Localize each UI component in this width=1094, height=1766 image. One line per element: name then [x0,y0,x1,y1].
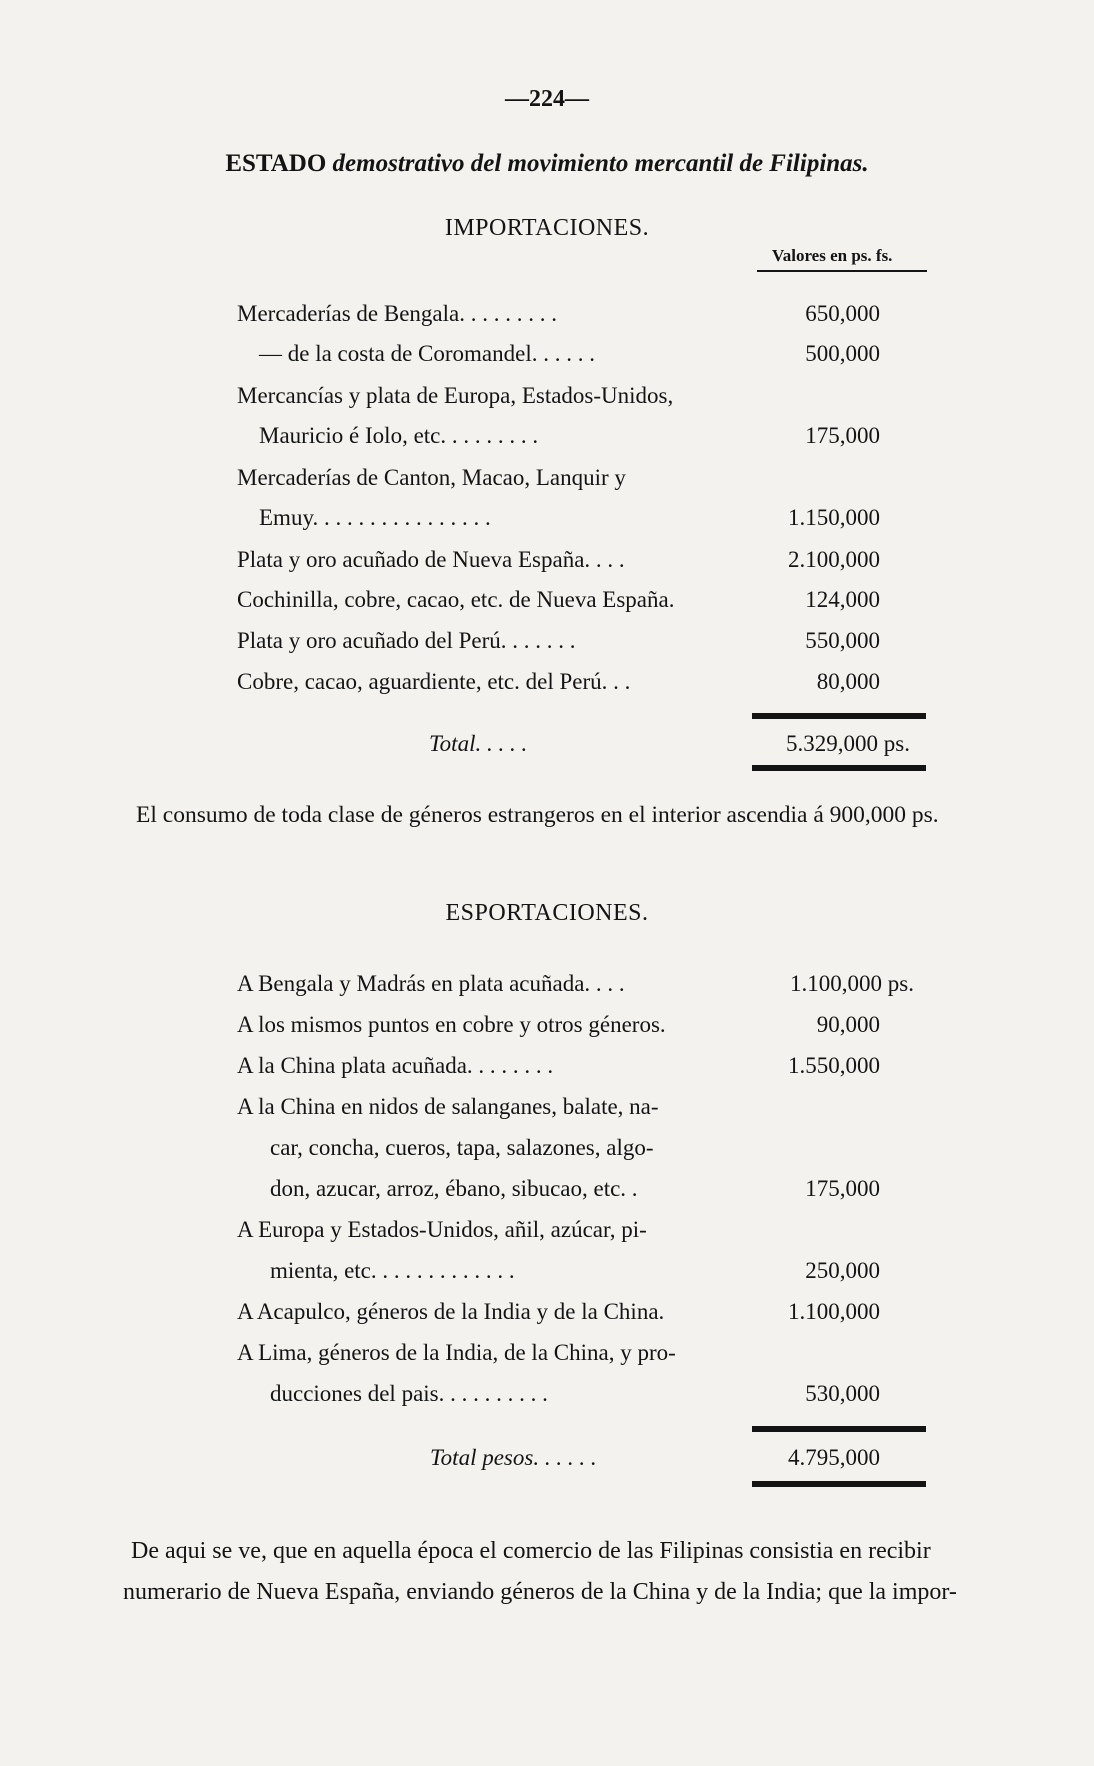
import-label: Plata y oro acuñado de Nueva España. . . . [237,547,625,572]
import-row [237,461,880,495]
import-total-label: Total. . . . . [429,731,528,756]
title-lead: ESTADO [225,150,327,177]
export-label: car, concha, cueros, tapa, salazones, algo- [270,1135,654,1160]
export-label: mienta, etc. . . . . . . . . . . . . [270,1258,515,1283]
export-total-value: 4.795,000 [788,1445,880,1470]
import-row [237,337,880,371]
import-label: Plata y oro acuñado del Perú. . . . . . . [237,628,576,653]
closing-paragraph-line-1: De aqui se ve, que en aquella época el comercio de las Filipinas consistia en recibir [131,1538,931,1564]
import-value: 2.100,000 [788,547,880,572]
export-value: 1.100,000 ps. [790,971,914,996]
export-label: A Acapulco, géneros de la India y de la China. [237,1299,665,1324]
import-label: — de la costa de Coromandel. . . . . . [259,341,595,366]
import-value: 175,000 [805,423,880,448]
import-row [237,297,880,331]
imports-heading: IMPORTACIONES. [444,215,650,241]
import-value: 500,000 [805,341,880,366]
import-label: Mercaderías de Bengala. . . . . . . . . [237,301,557,326]
import-label: Cochinilla, cobre, cacao, etc. de Nueva España. [237,587,675,612]
export-row [237,1336,880,1370]
export-row [237,1008,880,1042]
export-row [237,1172,880,1206]
page-number: —224— [505,86,589,112]
total-bottom-rule [752,765,926,771]
export-total-label: Total pesos. . . . . . [430,1445,597,1470]
import-row [237,501,880,535]
import-value: 650,000 [805,301,880,326]
export-label: A Europa y Estados-Unidos, añil, azúcar, pi- [237,1217,647,1242]
export-row [237,1049,880,1083]
export-row [237,1254,880,1288]
export-row [237,1131,880,1165]
import-row [237,419,880,453]
export-label: A la China en nidos de salanganes, balate, na- [237,1094,659,1119]
import-label: Mercaderías de Canton, Macao, Lanquir y [237,465,626,490]
column-header-rule [757,270,927,272]
import-label: Mercancías y plata de Europa, Estados-Unidos, [237,383,674,408]
export-row [237,967,914,1001]
export-row [237,1090,880,1124]
export-row [237,1295,880,1329]
total-top-rule [752,713,926,719]
import-value: 124,000 [805,587,880,612]
page-title [0,150,1094,178]
title-rest: demostrativo del movimiento mercantil de Filipinas. [332,150,869,177]
closing-paragraph-line-2: numerario de Nueva España, enviando géneros de la China y de la India; que la impor- [123,1579,957,1605]
import-total-row [237,727,910,761]
export-label: A Lima, géneros de la India, de la China, y pro- [237,1340,676,1365]
export-value: 175,000 [805,1176,880,1201]
exports-heading: ESPORTACIONES. [445,900,649,926]
export-label: A la China plata acuñada. . . . . . . . [237,1053,554,1078]
import-value: 1.150,000 [788,505,880,530]
value-column-header: Valores en ps. fs. [772,246,893,265]
import-row [237,624,880,658]
export-label: ducciones del pais. . . . . . . . . . [270,1381,548,1406]
consumption-note: El consumo de toda clase de géneros estrangeros en el interior ascendia á 900,000 ps. [136,802,939,828]
total-bottom-rule [752,1481,926,1487]
export-total-row [237,1441,880,1475]
export-value: 250,000 [805,1258,880,1283]
export-value: 530,000 [805,1381,880,1406]
export-value: 1.100,000 [788,1299,880,1324]
export-label: don, azucar, arroz, ébano, sibucao, etc. . [270,1176,638,1201]
import-row [237,583,880,617]
import-label: Mauricio é Iolo, etc. . . . . . . . . [259,423,539,448]
export-row [237,1377,880,1411]
import-row [237,379,880,413]
export-value: 1.550,000 [788,1053,880,1078]
export-row [237,1213,880,1247]
import-value: 550,000 [805,628,880,653]
import-label: Emuy. . . . . . . . . . . . . . . . [259,505,491,530]
import-total-value: 5.329,000 ps. [786,731,910,756]
export-value: 90,000 [816,1012,880,1037]
export-label: A los mismos puntos en cobre y otros géneros. [237,1012,666,1037]
export-label: A Bengala y Madrás en plata acuñada. . . . [237,971,625,996]
import-value: 80,000 [816,669,880,694]
import-row [237,543,880,577]
import-label: Cobre, cacao, aguardiente, etc. del Perú. . . [237,669,631,694]
import-row [237,665,880,699]
total-top-rule [752,1426,926,1432]
